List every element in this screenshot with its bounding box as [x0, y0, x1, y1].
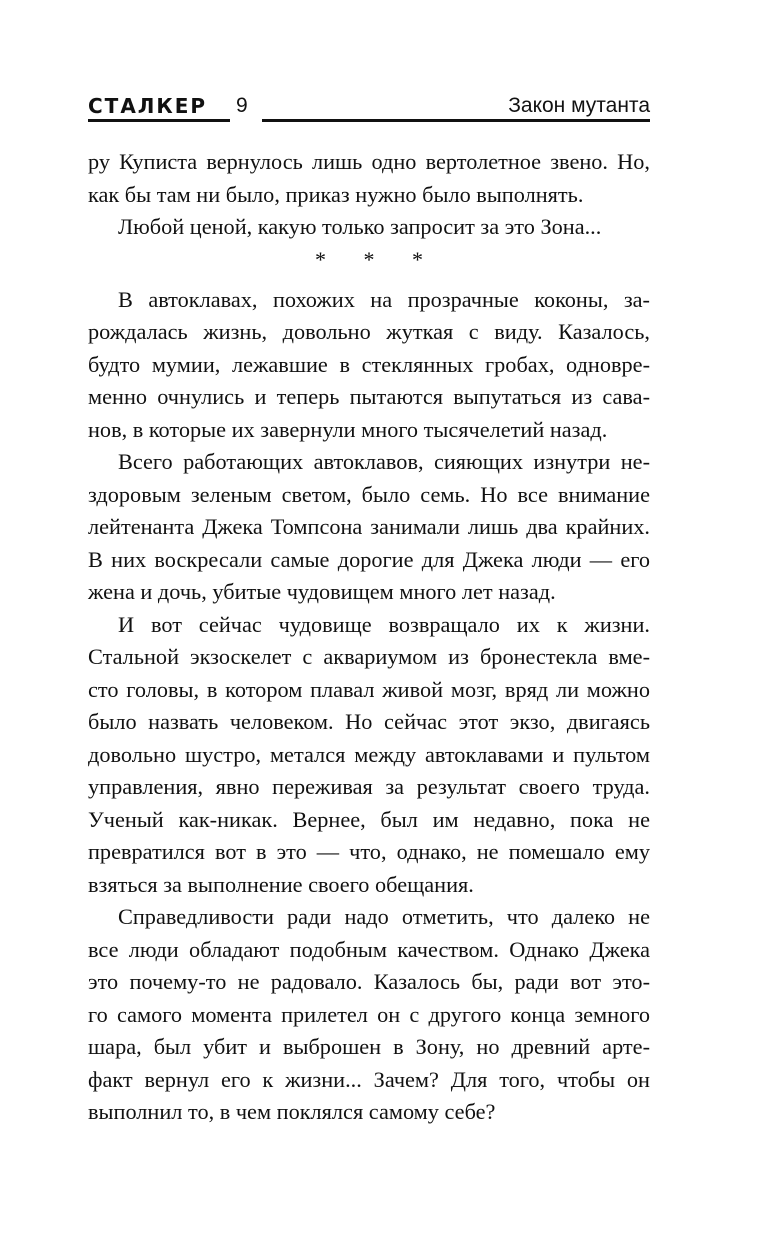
text-line: В них воскресали самые дорогие для Джека люди — его: [88, 546, 650, 572]
text-line: жена и дочь, убитые чудовищем много лет назад.: [88, 579, 556, 604]
text-line: шара, был убит и выброшен в Зону, но древний арте-: [88, 1034, 650, 1059]
text-line: будто мумии, лежавшие в стеклянных гробах, одновре-: [88, 351, 650, 377]
text-line: Справедливости ради надо отметить, что далеко не: [118, 904, 650, 929]
text-line: довольно шустро, метался между автоклавами и пультом: [88, 741, 650, 767]
text-line: здоровым зеленым светом, было семь. Но все внимание: [88, 481, 650, 507]
text-line: как бы там ни было, приказ нужно было выполнять.: [88, 181, 584, 207]
text-line: было назвать человеком. Но сейчас этот экзо, двигаясь: [88, 709, 650, 734]
text-line: ру Куписта вернулось лишь одно вертолетное звено. Но,: [88, 149, 650, 174]
text-line: И вот сейчас чудовище возвращало их к жизни.: [118, 611, 650, 637]
text-line: Любой ценой, какую только запросит за это Зона...: [118, 214, 602, 239]
text-line: рождалась жизнь, довольно жуткая с виду. Казалось,: [88, 319, 650, 344]
text-line: выполнил то, в чем поклялся самому себе?: [88, 1099, 496, 1124]
text-line: Ученый как-никак. Вернее, был им недавно, пока не: [88, 806, 650, 832]
header-rule-left: [88, 119, 230, 122]
text-line: В автоклавах, похожих на прозрачные коконы, за-: [118, 286, 650, 312]
text-line: менно очнулись и теперь пытаются выпутаться из сава-: [88, 384, 650, 409]
text-line: Стальной экзоскелет с аквариумом из бронестекла вме-: [88, 644, 650, 669]
text-line: факт вернул его к жизни... Зачем? Для того, чтобы он: [88, 1066, 650, 1092]
header-rule-right: [262, 119, 650, 122]
text-line: го самого момента прилетел он с другого конца земного: [88, 1001, 650, 1027]
book-title: Закон мутанта: [508, 94, 650, 117]
body-text: [88, 146, 650, 1129]
running-header: [88, 94, 650, 124]
text-line: все люди обладают подобным качеством. Однако Джека: [88, 936, 650, 962]
section-separator: * * *: [315, 246, 439, 272]
text-line: превратился вот в это — что, однако, не помешало ему: [88, 839, 650, 864]
text-line: сто головы, в котором плавал живой мозг, вряд ли можно: [88, 676, 650, 702]
series-title: СТАЛКЕР: [88, 94, 208, 118]
text-line: взяться за выполнение своего обещания.: [88, 871, 474, 897]
text-line: лейтенанта Джека Томпсона занимали лишь два крайних.: [88, 514, 650, 539]
text-line: Всего работающих автоклавов, сияющих изнутри не-: [118, 449, 650, 474]
text-line: нов, в которые их завернули много тысячелетий назад.: [88, 416, 608, 442]
text-line: это почему-то не радовало. Казалось бы, ради вот это-: [88, 969, 650, 994]
page-number: 9: [236, 94, 248, 117]
text-line: управления, явно переживая за результат своего труда.: [88, 774, 650, 799]
